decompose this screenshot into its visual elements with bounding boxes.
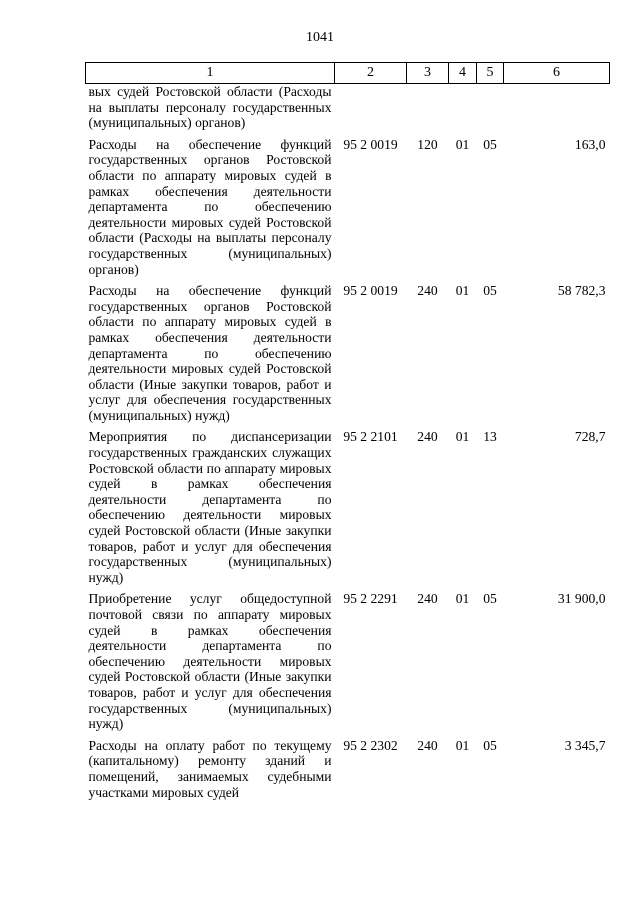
column-header-1: 1 [86, 63, 335, 84]
table-row [86, 591, 610, 737]
page-number: 1041 [306, 30, 334, 45]
row-col5: 05 [483, 737, 497, 753]
row-col4: 01 [455, 737, 470, 753]
row-amount: 3 345,7 [564, 737, 606, 753]
column-header-4: 4 [449, 63, 477, 84]
row-code: 95 2 2302 [343, 737, 398, 753]
table-row [86, 738, 610, 800]
table-row [86, 137, 610, 283]
table-row [86, 84, 610, 137]
row-description: вых судей Ростовской области (Расходы на выплаты персоналу государственных (муниципальных) органов) [88, 84, 332, 131]
column-header-2: 2 [335, 63, 407, 84]
row-col4: 01 [455, 591, 470, 607]
row-code: 95 2 2291 [343, 591, 398, 607]
column-header-3: 3 [407, 63, 449, 84]
row-col4: 01 [455, 283, 470, 299]
row-col3: 240 [417, 429, 438, 445]
row-amount: 163,0 [574, 136, 606, 152]
row-col3: 240 [417, 737, 438, 753]
row-col5: 13 [483, 429, 497, 445]
column-header-5: 5 [477, 63, 504, 84]
row-col5: 05 [483, 591, 497, 607]
table-row [86, 283, 610, 429]
row-col4: 01 [455, 136, 470, 152]
row-col4 [449, 84, 477, 137]
row-amount: 728,7 [574, 429, 606, 445]
row-col3: 240 [417, 283, 438, 299]
row-amount: 31 900,0 [557, 591, 606, 607]
row-col5: 05 [483, 136, 497, 152]
row-code [335, 84, 407, 137]
row-col5 [477, 84, 504, 137]
table-row [86, 429, 610, 591]
row-amount: 58 782,3 [557, 283, 606, 299]
table-header-row [86, 63, 610, 84]
row-col3: 120 [417, 136, 438, 152]
row-code: 95 2 0019 [343, 136, 398, 152]
row-description: Мероприятия по диспансеризации государственных гражданских служащих Ростовской области по аппарату мировых судей в рамках обеспечения деятельности департамента по обеспечению деятельности мировых судей Ростовской области (Иные закупки товаров, работ и услуг для обеспечения государственных (муниципальных) нужд) [88, 429, 332, 585]
row-description: Расходы на оплату работ по текущему (капитальному) ремонту зданий и помещений, занимаемых судебными участками мировых судей [88, 737, 332, 800]
row-amount [504, 84, 610, 137]
row-description: Приобретение услуг общедоступной почтовой связи по аппарату мировых судей в рамках обеспечения деятельности департамента по обеспечению деятельности мировых судей Ростовской области (Иные закупки товаров, работ и услуг для обеспечения государственных (муниципальных) нужд) [88, 591, 332, 732]
row-description: Расходы на обеспечение функций государственных органов Ростовской области по аппарату мировых судей в рамках обеспечения деятельности департамента по обеспечению деятельности мировых судей Ростовской области (Расходы на выплаты персоналу государственных (муниципальных) органов) [88, 136, 332, 277]
row-col3: 240 [417, 591, 438, 607]
column-header-6: 6 [504, 63, 610, 84]
row-code: 95 2 0019 [343, 283, 398, 299]
row-code: 95 2 2101 [343, 429, 398, 445]
row-col5: 05 [483, 283, 497, 299]
budget-table [85, 62, 610, 800]
row-col4: 01 [455, 429, 470, 445]
row-description: Расходы на обеспечение функций государственных органов Ростовской области по аппарату мировых судей в рамках обеспечения деятельности департамента по обеспечению деятельности мировых судей Ростовской области (Иные закупки товаров, работ и услуг для обеспечения государственных (муниципальных) нужд) [88, 283, 332, 423]
row-col3 [407, 84, 449, 137]
